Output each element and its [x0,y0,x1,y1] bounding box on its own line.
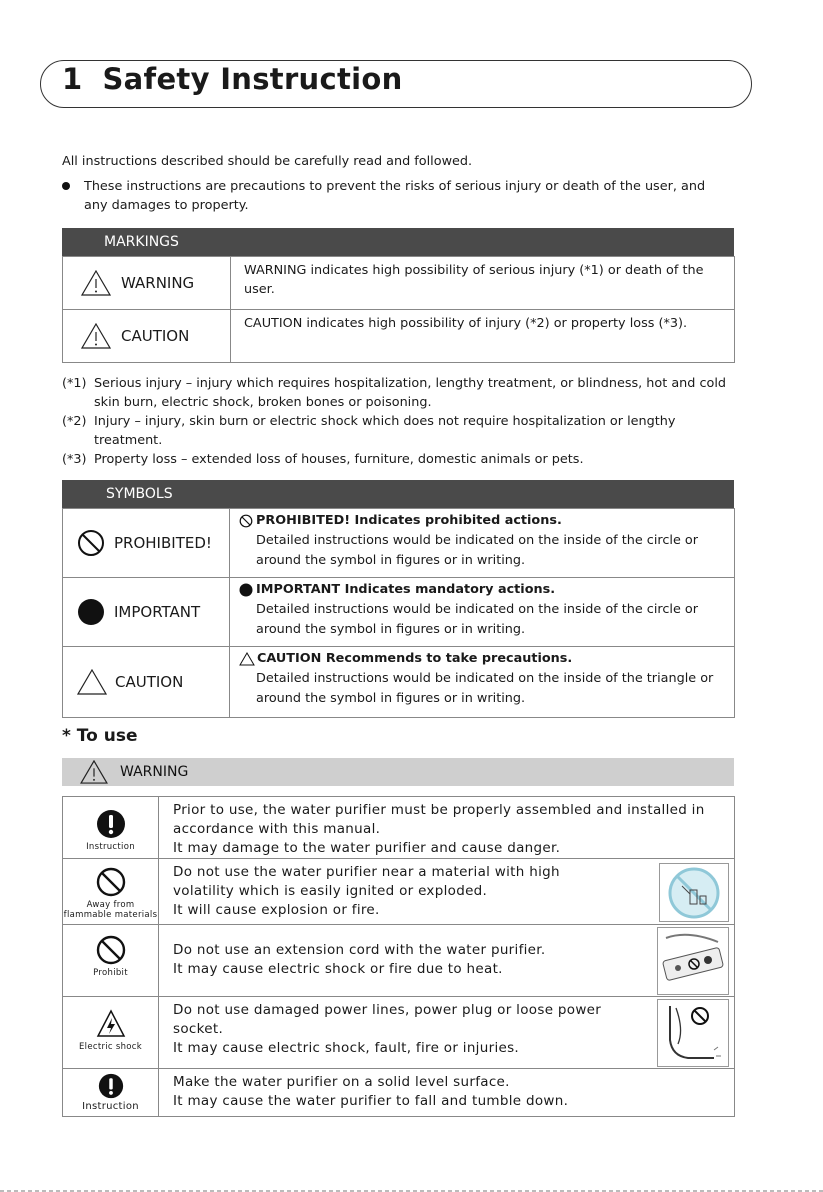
section-number: 1 [62,62,83,96]
warning-label: WARNING [120,764,189,780]
symbol-row-prohibited [63,509,735,578]
item-line: It may cause the water purifier to fall and tumble down. [173,1093,569,1109]
caution-small-icon [239,652,255,666]
item-line: It may cause electric shock or fire due to heat. [173,961,503,977]
item-line: It may cause electric shock, fault, fire or injuries. [173,1040,520,1056]
footnote-key: (*1) [62,376,87,391]
item-line: Do not use damaged power lines, power plug or loose power [173,1002,602,1018]
prohibited-small-icon [239,514,253,528]
item-icon-caption: Electric shock [78,1042,142,1052]
section-title [62,62,403,96]
marking-description: CAUTION indicates high possibility of injury (*2) or property loss (*3). [244,316,688,331]
marking-label: CAUTION [121,327,190,345]
bullet-dot-icon [62,182,70,190]
item-icon-caption: Away from flammable materials [63,900,158,920]
flammable-illustration [659,863,729,922]
item-line: volatility which is easily ignited or exploded. [173,883,488,899]
footnote [62,412,734,450]
item-icon-caption: Prohibit [93,968,128,978]
marking-label: WARNING [121,274,195,292]
warning-item [63,997,735,1069]
footnote-text: Property loss – extended loss of houses, furniture, domestic animals or pets. [94,452,584,467]
instruction-icon [96,809,126,839]
symbol-label: IMPORTANT [114,603,201,621]
marking-row-caution [63,310,735,363]
symbol-description: Detailed instructions would be indicated on the inside of the circle or around the symbol in figures or in writing. [256,533,698,568]
warning-item [63,1069,735,1117]
intro-bullet: These instructions are precautions to prevent the risks of serious injury or death of the user, and any damages to property. [84,179,706,213]
markings-header [62,228,734,256]
item-line: It will cause explosion or fire. [173,902,380,918]
footnote-key: (*2) [62,414,87,429]
important-small-icon [239,583,253,597]
marking-row-warning [63,257,735,310]
warning-item [63,797,735,859]
power-cord-illustration [657,999,729,1067]
warning-triangle-icon [80,760,108,784]
important-icon [77,598,105,626]
footnote-key: (*3) [62,452,87,467]
footnote-text: Serious injury – injury which requires hospitalization, lengthy treatment, or blindness, hot and cold skin burn, electric shock, broken bones or poisoning. [94,376,727,410]
item-line: accordance with this manual. [173,821,381,837]
item-line: socket. [173,1021,224,1037]
item-line: Prior to use, the water purifier must be properly assembled and installed in [173,802,705,818]
footnote [62,374,734,412]
footnote-text: Injury – injury, skin burn or electric shock which does not require hospitalization or lengthy treatment. [94,414,676,448]
item-icon-caption: Instruction [86,842,135,852]
symbol-heading: IMPORTANT Indicates mandatory actions. [256,582,556,597]
marking-description: WARNING indicates high possibility of serious injury (*1) or death of the user. [244,263,704,297]
symbol-description: Detailed instructions would be indicated on the inside of the triangle or around the symbol in figures or in writing. [256,671,714,706]
markings-title: MARKINGS [104,234,179,250]
item-line: Make the water purifier on a solid level surface. [173,1074,510,1090]
caution-triangle-icon [81,323,111,349]
intro-line: All instructions described should be carefully read and followed. [62,154,473,169]
prohibit-icon [96,935,126,965]
prohibited-icon [77,529,105,557]
warning-triangle-icon [81,270,111,296]
symbol-heading: PROHIBITED! Indicates prohibited actions. [256,513,562,528]
to-use-warning-bar [62,758,734,786]
electric-shock-icon [96,1009,126,1039]
item-line: It may damage to the water purifier and cause danger. [173,840,561,856]
footnotes [62,374,734,469]
warning-item [63,859,735,925]
instruction-icon [98,1073,124,1099]
symbol-row-important [63,578,735,647]
item-line: Do not use the water purifier near a material with high [173,864,560,880]
symbol-label: CAUTION [115,673,184,691]
item-icon-caption: Instruction [82,1101,139,1112]
to-use-heading: * To use [62,726,138,746]
symbols-title: SYMBOLS [106,486,173,502]
footnote [62,450,734,469]
item-line: Do not use an extension cord with the water purifier. [173,942,546,958]
markings-table [62,256,735,363]
extension-cord-illustration [657,927,729,995]
symbol-description: Detailed instructions would be indicated on the inside of the circle or around the symbol in figures or in writing. [256,602,698,637]
caution-triangle-icon [77,669,107,695]
prohibit-icon [96,867,126,897]
symbols-table [62,508,735,718]
symbol-heading: CAUTION Recommends to take precautions. [257,651,573,666]
symbol-label: PROHIBITED! [114,534,212,552]
warning-item [63,925,735,997]
symbol-row-caution [63,647,735,718]
warning-items-table [62,796,735,1117]
symbols-header [62,480,734,508]
section-title-text: Safety Instruction [102,62,403,96]
